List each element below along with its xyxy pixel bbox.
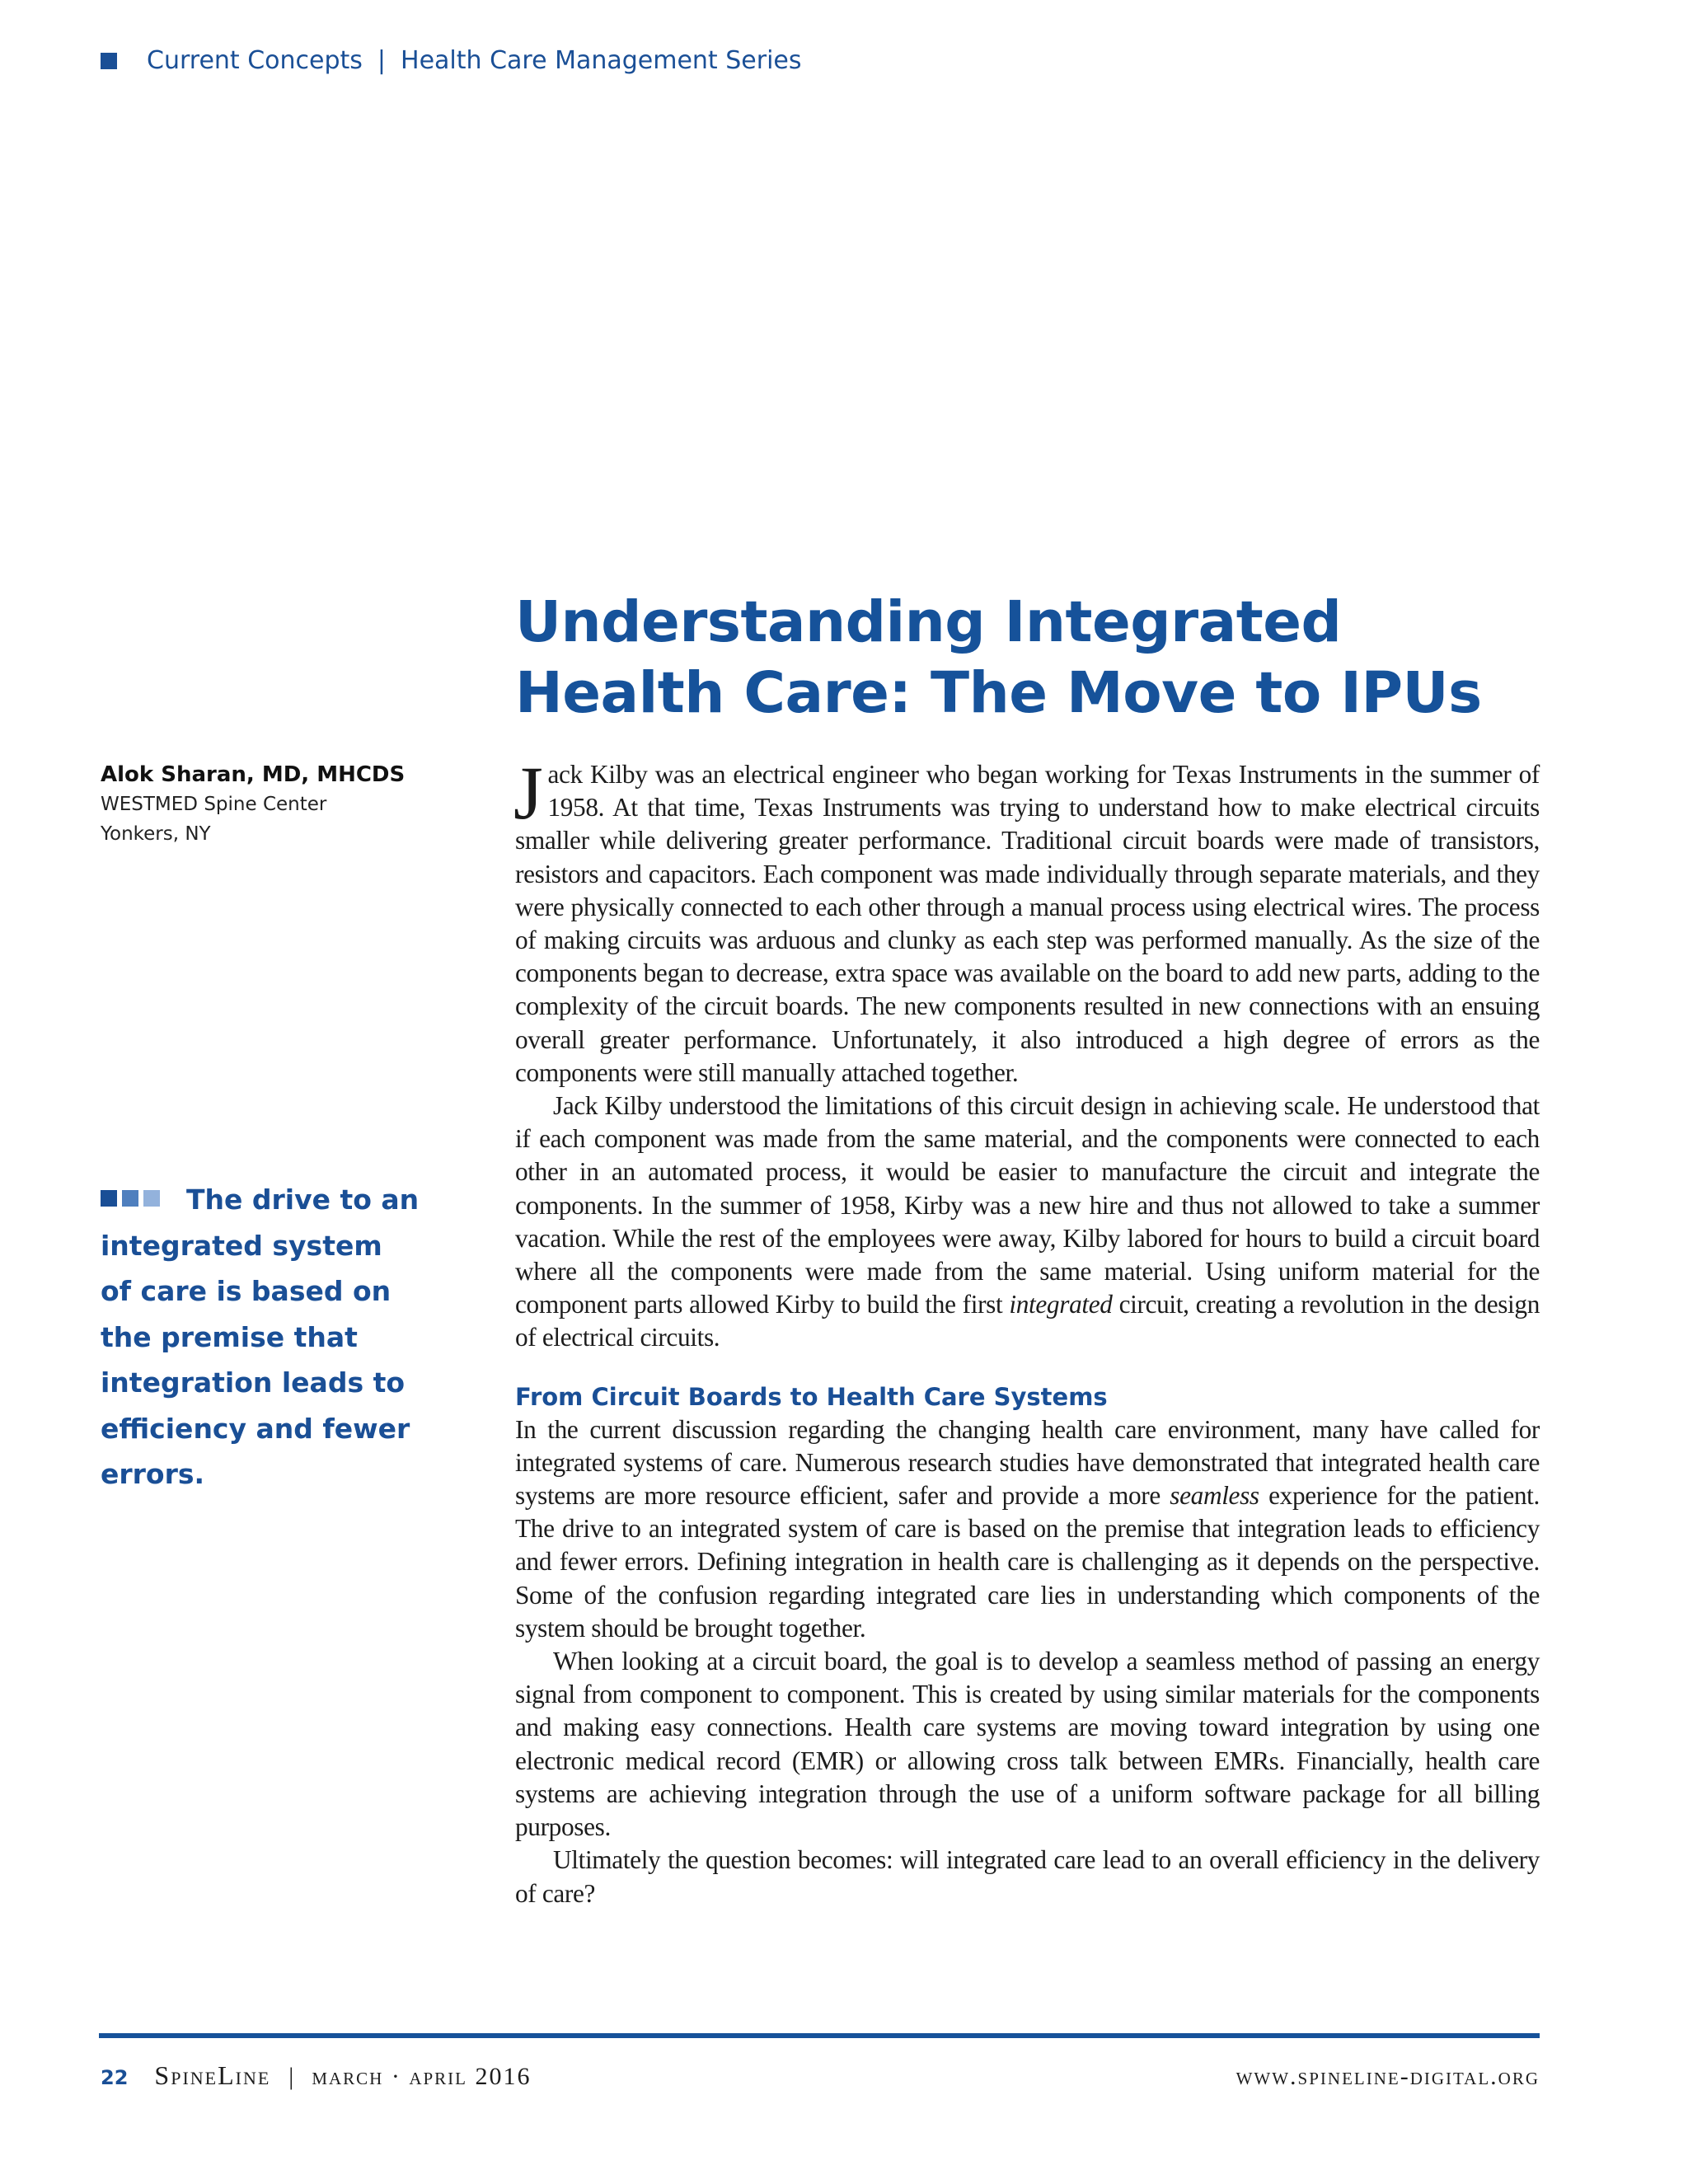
paragraph-5: Ultimately the question becomes: will integrated care lead to an overall efficiency in the delivery of care?: [515, 1845, 1540, 1908]
footer-rule: [99, 2033, 1540, 2038]
paragraph-3-text-a: In the current discussion regarding the changing health care environment, many have called for integrated systems of care. Numerous research studies have demonstrated that integrated health care systems are more resource efficient, safer and provide a more: [515, 1414, 1540, 1511]
paragraph-2-text-b: circuit, creating a revolution in the design of electrical circuits.: [515, 1290, 1540, 1352]
page-footer: [101, 2060, 1540, 2091]
header-series: Health Care Management Series: [401, 46, 802, 75]
drop-cap: J: [513, 751, 543, 835]
author-location: Yonkers, NY: [101, 823, 211, 845]
paragraph-2-text-a: Jack Kilby understood the limitations of this circuit design in achieving scale. He understood that if each component was made from the same material, and the components were connected to each other in an automated process, it would be easier to manufacture the circuit and integrate the components. In the summer of 1958, Kirby was a new hire and thus not allowed to take a summer vacation. While the rest of the employees were away, Kilby labored for hours to build a circuit board where all the components were made from the same material. Using uniform material for the component parts allowed Kirby to build the first: [515, 1091, 1540, 1319]
paragraph-4: When looking at a circuit board, the goal is to develop a seamless method of passing an energy signal from component to component. This is created by using similar materials for the components and making easy connections. Health care systems are moving toward integration by using one electronic medical record (EMR) or allowing cross talk between EMRs. Financially, health care systems are achieving integration through the use of a uniform software package for all billing purposes.: [515, 1647, 1540, 1842]
pull-quote: [101, 1174, 422, 1497]
author-name: Alok Sharan, MD, MHCDS: [101, 762, 406, 787]
header-separator: |: [377, 46, 387, 75]
magazine-name: SpineLine: [154, 2060, 271, 2090]
square-bullet-icon: [101, 53, 117, 69]
emphasis-seamless: seamless: [1170, 1481, 1259, 1511]
author-affiliation: WESTMED Spine Center: [101, 794, 327, 815]
website-link[interactable]: www.spineline-digital.org: [1236, 2063, 1540, 2090]
paragraph-1-text: ack Kilby was an electrical engineer who began working for Texas Instruments in the summer of 1958. At that time, Texas Instruments was trying to understand how to make electrical circuits smaller while delivering greater performance. Traditional circuit boards were made of transistors, resistors and capacitors. Each component was made individually through separate materials, and they were physically connected to each other through a manual process using electrical wires. The process of making circuits was arduous and clunky as each step was performed manually. As the size of the components began to decrease, extra space was available on the board to add new parts, adding to the complexity of the circuit boards. The new components resulted in new connections with an ensuing overall greater performance. Unfortunately, it also introduced a high degree of errors as the components were still manually attached together.: [515, 760, 1540, 1087]
footer-separator: |: [288, 2063, 294, 2090]
pull-quote-text: The drive to an integrated system of care is based on the premise that integration leads to efficiency and fewer errors.: [101, 1183, 420, 1490]
header-section: Current Concepts: [147, 46, 363, 75]
paragraph-3-text-b: experience for the patient. The drive to an integrated system of care is based on the premise that integration leads to efficiency and fewer errors. Defining integration in health care is challenging as it depends on the perspective. Some of the confusion regarding integrated care lies in understanding which components of the system should be brought together.: [515, 1481, 1540, 1643]
running-header: [101, 46, 802, 75]
author-block: [101, 760, 447, 849]
paragraph-3: [515, 1413, 1540, 1645]
emphasis-integrated: integrated: [1009, 1290, 1113, 1319]
paragraph-2: [515, 1090, 1540, 1355]
article-title: Understanding Integrated Health Care: The Move to IPUs: [515, 589, 1482, 726]
article-body: [513, 751, 1540, 1910]
paragraph-1: [513, 751, 1540, 1090]
issue-date: march · april 2016: [312, 2063, 532, 2090]
section-subheading: From Circuit Boards to Health Care Systems: [515, 1382, 1108, 1411]
three-squares-icon: [101, 1174, 165, 1221]
page-number: 22: [101, 2066, 129, 2089]
